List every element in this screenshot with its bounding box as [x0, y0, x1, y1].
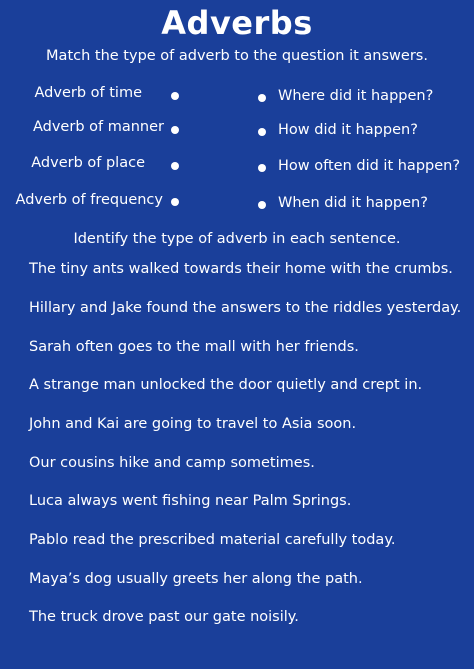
sentence-9: Maya’s dog usually greets her along the path. — [29, 571, 363, 587]
match-instruction: Match the type of adverb to the question it answers. — [46, 48, 428, 64]
match-dot-left-2[interactable] — [171, 126, 179, 134]
match-dot-right-2[interactable] — [258, 128, 266, 136]
adverb-type-time: Adverb of time — [34, 85, 142, 101]
match-dot-right-4[interactable] — [258, 201, 266, 209]
sentence-3: Sarah often goes to the mall with her friends. — [29, 339, 359, 355]
adverb-type-place: Adverb of place — [31, 155, 145, 171]
sentence-4: A strange man unlocked the door quietly and crept in. — [29, 377, 423, 393]
question-where: Where did it happen? — [278, 88, 434, 104]
sentence-7: Luca always went fishing near Palm Springs. — [29, 493, 352, 509]
match-dot-left-1[interactable] — [171, 92, 179, 100]
adverb-type-frequency: Adverb of frequency — [15, 192, 163, 208]
adverb-type-manner: Adverb of manner — [32, 119, 164, 135]
sentence-8: Pablo read the prescribed material carefully today. — [29, 532, 396, 548]
sentence-2: Hillary and Jake found the answers to the riddles yesterday. — [29, 300, 462, 316]
sentence-10: The truck drove past our gate noisily. — [29, 609, 299, 625]
question-how: How did it happen? — [278, 122, 418, 138]
match-dot-right-3[interactable] — [258, 164, 266, 172]
match-dot-left-4[interactable] — [171, 198, 179, 206]
match-dot-left-3[interactable] — [171, 162, 179, 170]
page-title: Adverbs — [161, 4, 313, 42]
question-when: When did it happen? — [278, 195, 428, 211]
match-dot-right-1[interactable] — [258, 94, 266, 102]
sentence-6: Our cousins hike and camp sometimes. — [29, 455, 315, 471]
identify-instruction: Identify the type of adverb in each sentence. — [73, 231, 401, 247]
sentence-1: The tiny ants walked towards their home with the crumbs. — [29, 261, 453, 277]
question-how-often: How often did it happen? — [278, 158, 461, 174]
sentence-5: John and Kai are going to travel to Asia soon. — [29, 416, 357, 432]
